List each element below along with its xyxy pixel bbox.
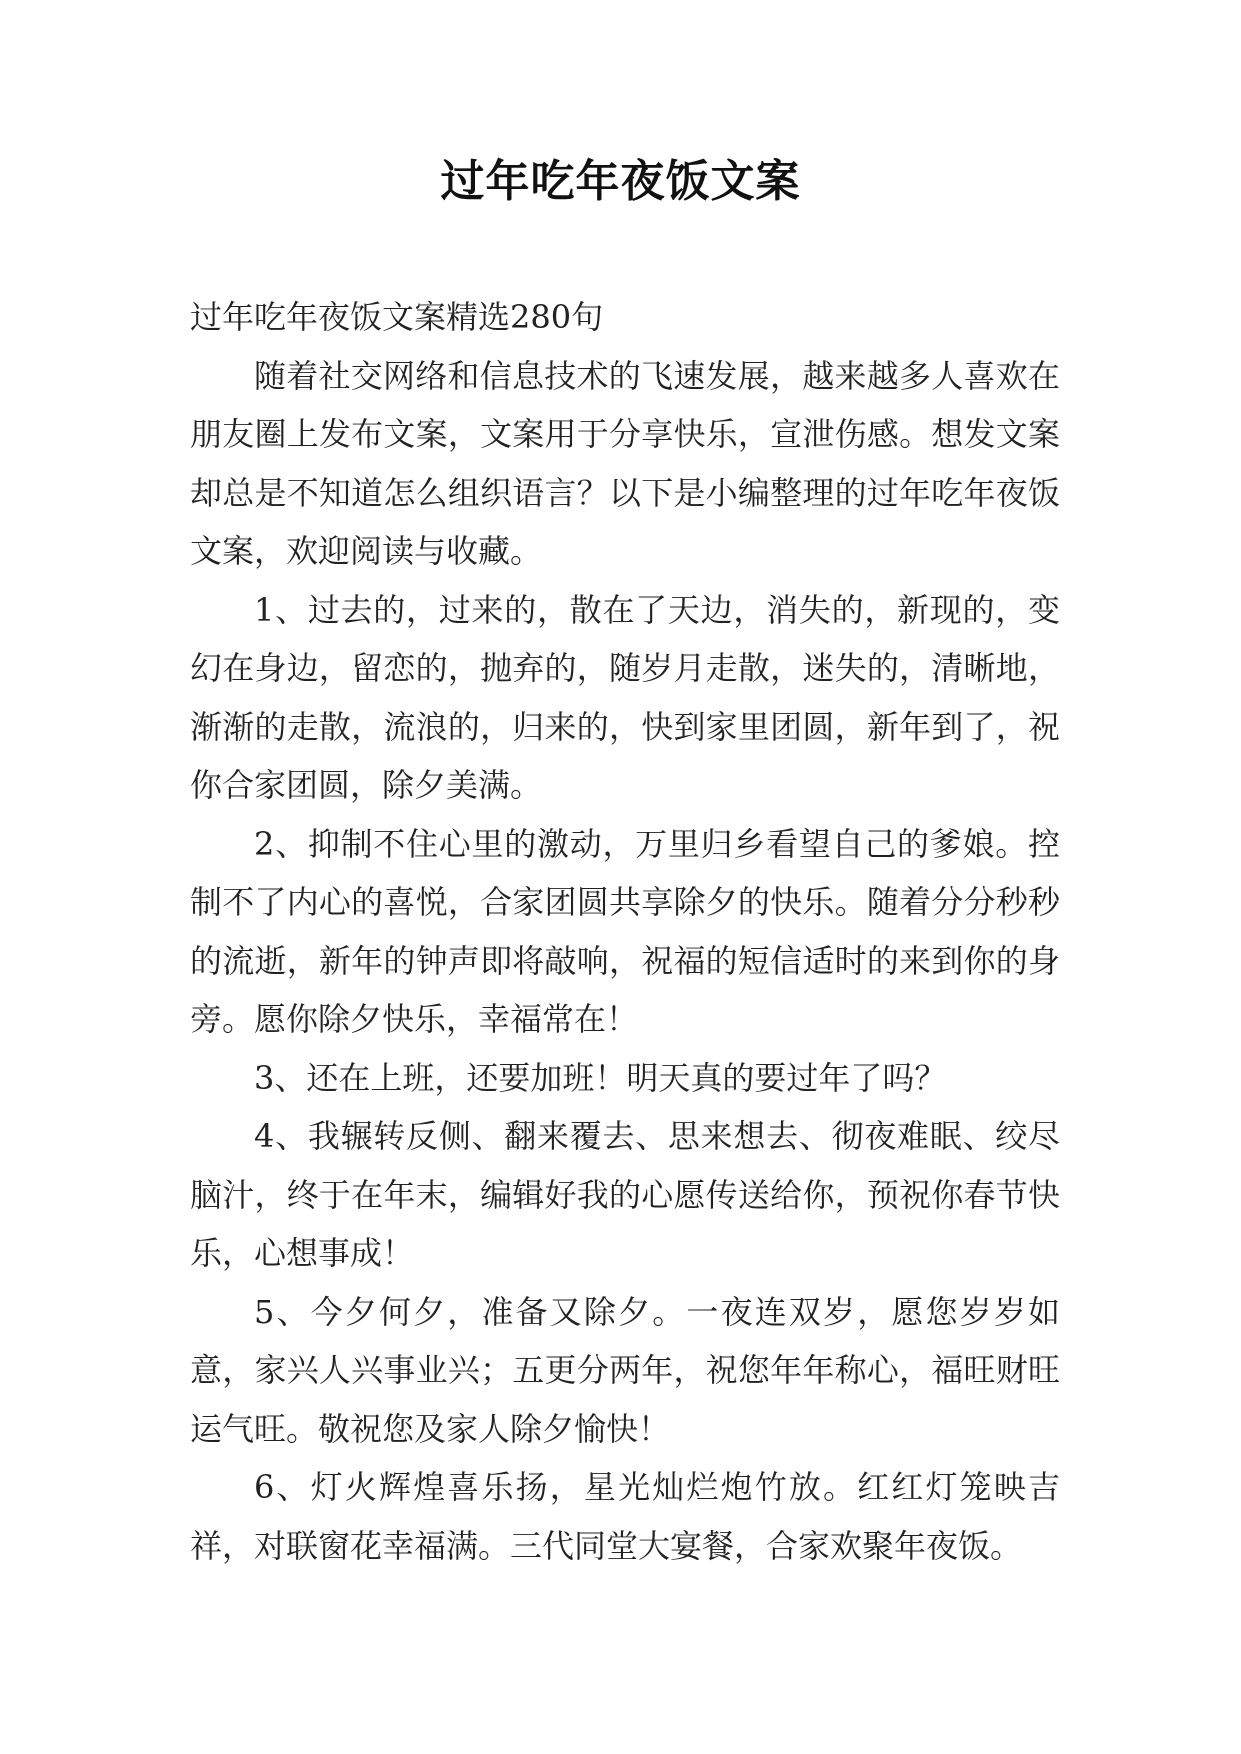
document-body	[190, 288, 1060, 1575]
paragraph-item-5: 5、今夕何夕，准备又除夕。一夜连双岁，愿您岁岁如意，家兴人兴事业兴；五更分两年，祝您年年称心，福旺财旺运气旺。敬祝您及家人除夕愉快！	[190, 1292, 1060, 1448]
paragraph-item-1: 1、过去的，过来的，散在了天边，消失的，新现的，变幻在身边，留恋的，抛弃的，随岁月走散，迷失的，清晰地，渐渐的走散，流浪的，归来的，快到家里团圆，新年到了，祝你合家团圆，除夕美满。	[190, 590, 1060, 804]
document-subtitle: 过年吃年夜饭文案精选280句	[190, 298, 604, 336]
document-title: 过年吃年夜饭文案	[440, 156, 801, 207]
paragraph-item-4: 4、我辗转反侧、翻来覆去、思来想去、彻夜难眠、绞尽脑汁，终于在年末，编辑好我的心愿传送给你，预祝你春节快乐，心想事成！	[190, 1117, 1060, 1272]
paragraph-item-6: 6、灯火辉煌喜乐扬，星光灿烂炮竹放。红红灯笼映吉祥，对联窗花幸福满。三代同堂大宴餐，合家欢聚年夜饭。	[190, 1468, 1060, 1565]
intro-paragraph: 随着社交网络和信息技术的飞速发展，越来越多人喜欢在朋友圈上发布文案，文案用于分享快乐，宣泄伤感。想发文案却总是不知道怎么组织语言？以下是小编整理的过年吃年夜饭文案，欢迎阅读与收藏。	[190, 356, 1060, 570]
paragraph-item-3: 3、还在上班，还要加班！明天真的要过年了吗？	[254, 1058, 947, 1097]
paragraph-item-2: 2、抑制不住心里的激动，万里归乡看望自己的爹娘。控制不了内心的喜悦，合家团圆共享除夕的快乐。随着分分秒秒的流逝，新年的钟声即将敲响，祝福的短信适时的来到你的身旁。愿你除夕快乐，幸福常在！	[190, 824, 1060, 1038]
